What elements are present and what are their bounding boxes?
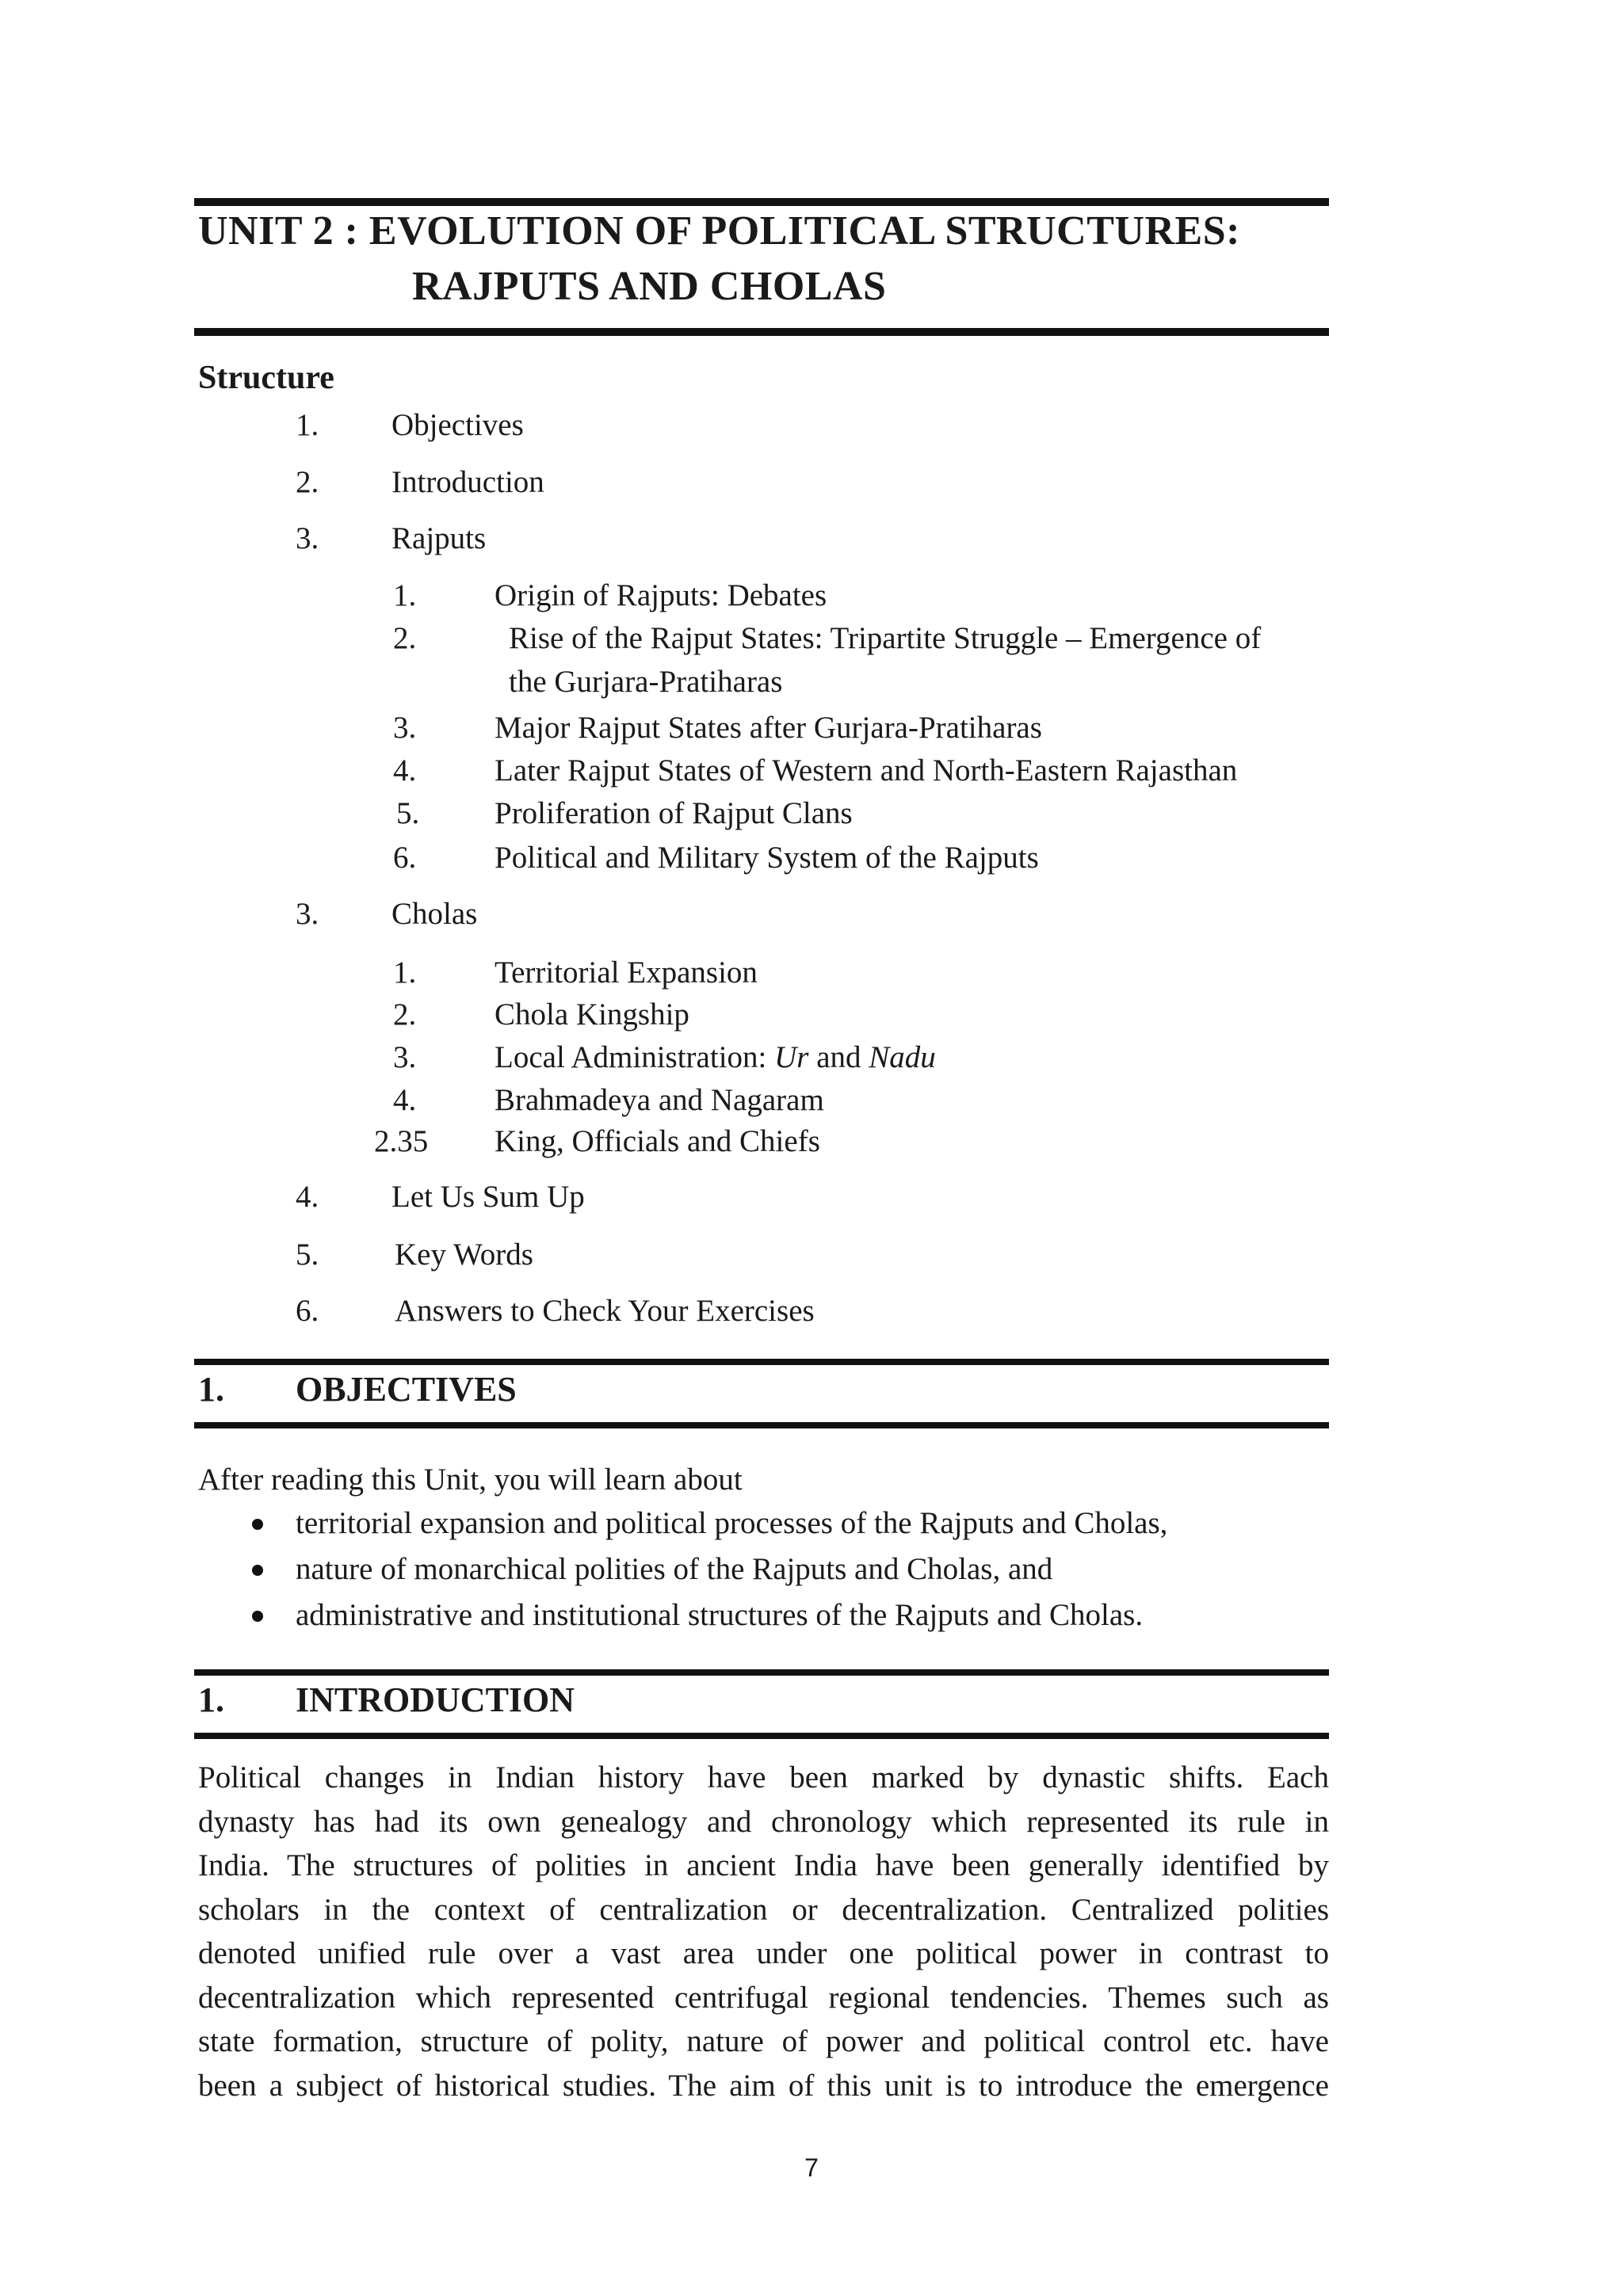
toc-subitem-territorial: Territorial Expansion <box>495 955 758 990</box>
introduction-rule-top <box>194 1669 1329 1676</box>
toc-subitem-local-admin-ur: Ur <box>774 1040 809 1074</box>
objective-bullet-2: nature of monarchical polities of the Rajputs and Cholas, and <box>296 1552 1053 1586</box>
toc-subitem-number: 1. <box>393 955 417 990</box>
title-rule-bottom <box>194 328 1329 336</box>
objectives-rule-bottom <box>194 1422 1329 1428</box>
toc-item-answers: Answers to Check Your Exercises <box>395 1294 815 1328</box>
toc-subitem-major-states: Major Rajput States after Gurjara-Pratiharas <box>495 711 1042 745</box>
objectives-heading: OBJECTIVES <box>296 1370 517 1409</box>
bullet-icon <box>252 1565 263 1576</box>
toc-subitem-proliferation: Proliferation of Rajput Clans <box>495 796 853 830</box>
toc-subitem-local-admin-a: Local Administration: <box>495 1040 775 1074</box>
introduction-heading: INTRODUCTION <box>296 1680 575 1719</box>
toc-subitem-number: 3. <box>393 711 417 745</box>
toc-item-key-words: Key Words <box>395 1238 533 1272</box>
toc-item-number: 4. <box>296 1180 319 1214</box>
toc-subitem-number: 2.35 <box>374 1124 429 1158</box>
toc-item-rajputs: Rajputs <box>391 521 487 555</box>
toc-subitem-number: 4. <box>393 753 417 788</box>
toc-subitem-number: 2. <box>393 621 417 655</box>
page-number: 7 <box>804 2153 819 2182</box>
toc-item-objectives: Objectives <box>391 408 524 442</box>
introduction-line: dynasty has had its own genealogy and chronology which represented its rule in <box>198 1804 1329 1839</box>
bullet-icon <box>252 1519 263 1530</box>
toc-item-number: 3. <box>296 521 319 555</box>
unit-title-line-1: UNIT 2 : EVOLUTION OF POLITICAL STRUCTURES: <box>198 208 1240 254</box>
toc-item-cholas: Cholas <box>391 897 478 931</box>
toc-item-number: 2. <box>296 465 319 499</box>
objectives-number: 1. <box>198 1370 224 1409</box>
structure-heading: Structure <box>198 360 334 396</box>
introduction-line: state formation, structure of polity, nature of power and political control etc. have <box>198 2024 1329 2058</box>
toc-subitem-local-admin-and: and <box>808 1040 869 1074</box>
toc-subitem-number: 1. <box>393 578 417 612</box>
introduction-rule-bottom <box>194 1733 1329 1739</box>
objective-bullet-3: administrative and institutional structures of the Rajputs and Cholas. <box>296 1598 1144 1632</box>
toc-subitem-military-system: Political and Military System of the Rajputs <box>495 841 1039 875</box>
objectives-intro: After reading this Unit, you will learn about <box>198 1463 743 1497</box>
introduction-line: been a subject of historical studies. The aim of this unit is to introduce the emergence <box>198 2068 1329 2103</box>
toc-item-number: 1. <box>296 408 319 442</box>
introduction-number: 1. <box>198 1680 224 1719</box>
introduction-line: decentralization which represented centrifugal regional tendencies. Themes such as <box>198 1980 1329 2015</box>
introduction-line: scholars in the context of centralization or decentralization. Centralized polities <box>198 1892 1329 1927</box>
toc-subitem-later-states: Later Rajput States of Western and North-Eastern Rajasthan <box>495 753 1238 788</box>
unit-title-line-2: RAJPUTS AND CHOLAS <box>412 264 887 309</box>
toc-subitem-number: 5. <box>396 796 420 830</box>
toc-subitem-origin: Origin of Rajputs: Debates <box>495 578 827 612</box>
toc-item-introduction: Introduction <box>391 465 544 499</box>
toc-subitem-number: 6. <box>393 841 417 875</box>
toc-subitem-rise-continued: the Gurjara-Pratiharas <box>509 665 783 699</box>
objective-bullet-1: territorial expansion and political processes of the Rajputs and Cholas, <box>296 1506 1168 1540</box>
introduction-line: denoted unified rule over a vast area under one political power in contrast to <box>198 1936 1329 1970</box>
toc-subitem-number: 2. <box>393 997 417 1032</box>
toc-subitem-brahmadeya: Brahmadeya and Nagaram <box>495 1083 824 1117</box>
toc-item-number: 5. <box>296 1238 319 1272</box>
toc-subitem-king-officials: King, Officials and Chiefs <box>495 1124 820 1158</box>
toc-subitem-local-admin <box>495 1039 936 1075</box>
toc-item-number: 3. <box>296 897 319 931</box>
bullet-icon <box>252 1611 263 1622</box>
introduction-paragraph <box>198 1756 1329 2107</box>
toc-subitem-rise: Rise of the Rajput States: Tripartite Struggle – Emergence of <box>509 621 1262 655</box>
toc-subitem-local-admin-nadu: Nadu <box>869 1040 936 1074</box>
introduction-line: India. The structures of polities in ancient India have been generally identified by <box>198 1848 1329 1882</box>
objectives-rule-top <box>194 1359 1329 1365</box>
toc-subitem-number: 4. <box>393 1083 417 1117</box>
toc-item-number: 6. <box>296 1294 319 1328</box>
title-rule-top <box>194 198 1329 206</box>
toc-subitem-kingship: Chola Kingship <box>495 997 689 1032</box>
toc-subitem-number: 3. <box>393 1040 417 1074</box>
introduction-line: Political changes in Indian history have been marked by dynastic shifts. Each <box>198 1760 1329 1794</box>
toc-item-sum-up: Let Us Sum Up <box>391 1180 585 1214</box>
